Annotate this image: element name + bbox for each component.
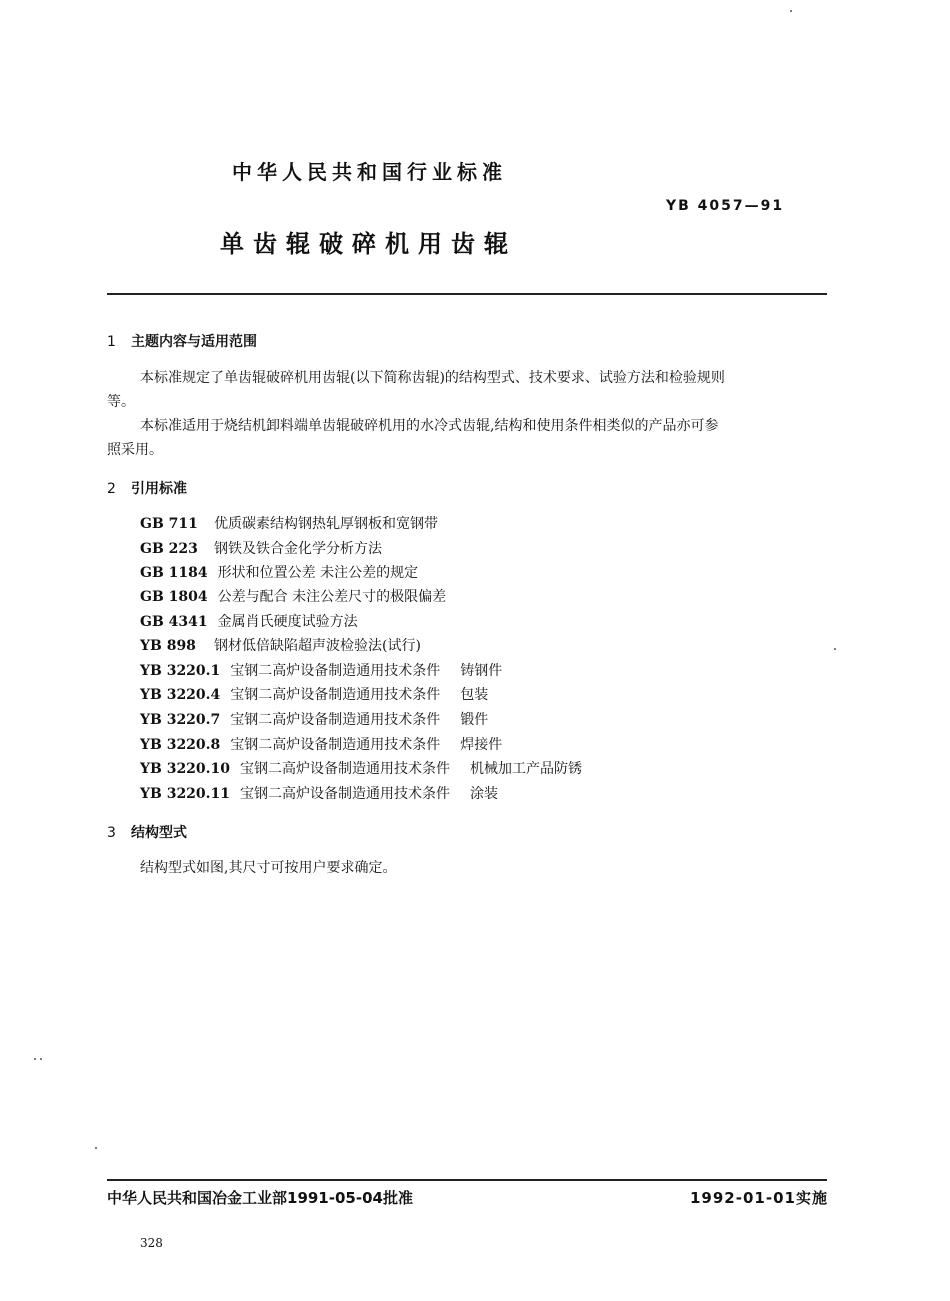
reference-name: 优质碳素结构钢热轧厚钢板和宽钢带 [214,516,438,532]
section-title: 主题内容与适用范围 [131,334,257,350]
section-1-paragraph-2-line-1: 本标准适用于烧结机卸料端单齿辊破碎机用的水冷式齿辊,结构和使用条件相类似的产品亦可参 [140,418,719,434]
reference-subject: 锻件 [460,712,489,728]
section-title: 结构型式 [131,825,187,841]
reference-item [140,660,502,680]
section-number: 2 [107,481,116,497]
section-3-heading [107,822,187,842]
reference-item [140,758,582,778]
reference-name: 钢材低倍缺陷超声波检验法(试行) [214,638,421,654]
scan-speck [95,1147,97,1149]
reference-item [140,513,438,533]
reference-item [140,586,446,606]
reference-subject: 焊接件 [460,737,503,753]
reference-subject: 包装 [460,687,489,703]
approval-statement: 中华人民共和国冶金工业部1991-05-04批准 [107,1189,413,1207]
reference-item [140,734,502,754]
section-3-paragraph-1: 结构型式如图,其尺寸可按用户要求确定。 [140,860,397,876]
section-1-paragraph-2-line-2: 照采用。 [107,442,163,458]
section-number: 3 [107,825,116,841]
reference-code: YB 3220.8 [140,737,221,753]
reference-item [140,635,421,655]
document-title: 单齿辊破碎机用齿辊 [220,230,517,258]
reference-code: YB 3220.10 [140,761,231,777]
reference-name: 宝钢二高炉设备制造通用技术条件 [240,761,451,777]
reference-name: 公差与配合 未注公差尺寸的极限偏差 [217,589,447,605]
scan-speck [790,10,792,12]
section-1-heading [107,331,257,351]
reference-item [140,538,382,558]
reference-code: YB 3220.1 [140,663,221,679]
industry-standard-title: 中华人民共和国行业标准 [232,160,507,184]
reference-name: 宝钢二高炉设备制造通用技术条件 [240,786,451,802]
reference-name: 金属肖氏硬度试验方法 [217,614,358,630]
section-title: 引用标准 [131,481,187,497]
section-1-paragraph-1-line-2: 等。 [107,394,135,410]
section-2-heading [107,478,187,498]
reference-code: GB 223 [140,541,198,557]
reference-code: GB 1184 [140,565,208,581]
standard-code: YB 4057—91 [666,198,785,214]
reference-name: 钢铁及铁合金化学分析方法 [214,541,382,557]
section-number: 1 [107,334,116,350]
reference-code: YB 3220.7 [140,712,221,728]
reference-name: 宝钢二高炉设备制造通用技术条件 [230,737,441,753]
reference-subject: 铸钢件 [460,663,503,679]
reference-name: 形状和位置公差 未注公差的规定 [217,565,419,581]
scan-speck [34,1058,36,1060]
reference-item [140,684,488,704]
section-1-paragraph-1-line-1: 本标准规定了单齿辊破碎机用齿辊(以下简称齿辊)的结构型式、技术要求、试验方法和检验规则 [140,370,725,386]
reference-subject: 涂装 [470,786,499,802]
header-divider [107,293,827,295]
reference-code: YB 898 [140,638,196,654]
reference-code: YB 3220.4 [140,687,221,703]
scan-speck [834,648,836,650]
reference-name: 宝钢二高炉设备制造通用技术条件 [230,712,441,728]
reference-code: GB 1804 [140,589,208,605]
reference-subject: 机械加工产品防锈 [470,761,583,777]
reference-item [140,709,488,729]
reference-code: GB 4341 [140,614,208,630]
reference-item [140,611,358,631]
reference-code: GB 711 [140,516,198,532]
page-number: 328 [140,1236,163,1250]
scan-speck [40,1058,42,1060]
reference-code: YB 3220.11 [140,786,231,802]
reference-item [140,562,418,582]
reference-name: 宝钢二高炉设备制造通用技术条件 [230,663,441,679]
reference-name: 宝钢二高炉设备制造通用技术条件 [230,687,441,703]
effective-date: 1992-01-01实施 [690,1189,828,1207]
reference-item [140,783,498,803]
footer-divider [107,1179,827,1181]
